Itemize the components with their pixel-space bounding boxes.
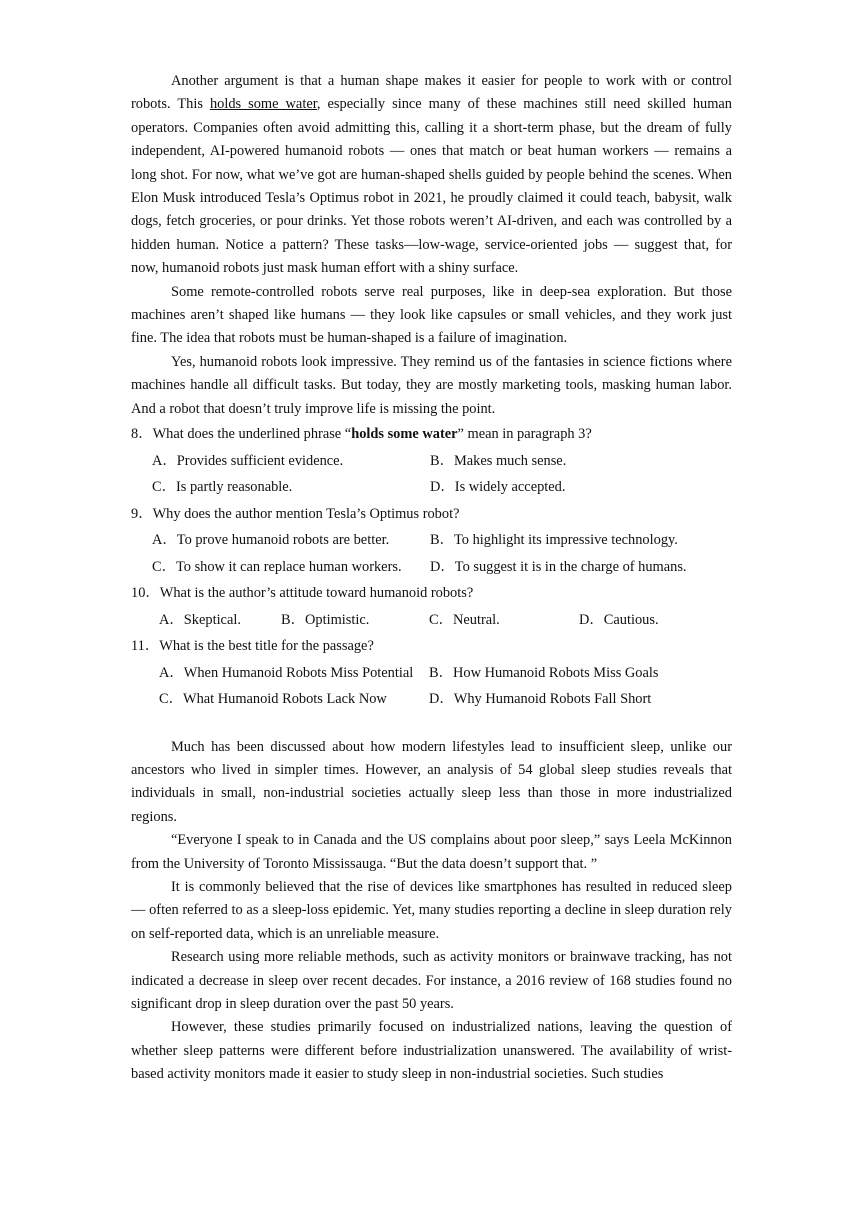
option-c[interactable]: C．Is partly reasonable. — [152, 479, 293, 496]
options-row — [131, 686, 732, 713]
option-c[interactable]: C．What Humanoid Robots Lack Now — [159, 691, 387, 708]
options-row — [131, 554, 732, 581]
text: ” mean in paragraph 3? — [457, 426, 592, 443]
text: , especially since many of these machines still need skilled human operators. Companies often avoid admitting this, calling it a short-term phase, but the dream of fully independent, AI-powered humanoid robots — ones that match or beat human workers — remains a long shot. For now, what we’ve got are human-shaped shells guided by people behind the scenes. When Elon Musk introduced Tesla’s Optimus robot in 2021, he proudly claimed it could teach, babysit, walk dogs, fetch groceries, or pour drinks. Yet those robots weren’t AI-driven, and each was controlled by a hidden human. Notice a pattern? These tasks—low-wage, service-oriented jobs — suggest that, for now, humanoid robots just mask human effort with a shiny surface. — [131, 96, 732, 277]
passage1-paragraph-1 — [131, 70, 732, 281]
option-c[interactable]: C．To show it can replace human workers. — [152, 558, 402, 575]
options-row — [131, 660, 732, 687]
option-b[interactable]: B．How Humanoid Robots Miss Goals — [429, 664, 659, 681]
document-page — [131, 70, 732, 1087]
option-c[interactable]: C．Neutral. — [429, 611, 500, 628]
option-b[interactable]: B．To highlight its impressive technology. — [430, 532, 678, 549]
question-9 — [131, 501, 732, 581]
option-d[interactable]: D．To suggest it is in the charge of humans. — [430, 558, 687, 575]
options-row — [131, 607, 732, 634]
option-d[interactable]: D．Is widely accepted. — [430, 479, 566, 496]
option-a[interactable]: A．When Humanoid Robots Miss Potential — [159, 664, 414, 681]
passage1-paragraph-2: Some remote-controlled robots serve real purposes, like in deep-sea exploration. But those machines aren’t shaped like humans — they look like capsules or small vehicles, and they work just fine. The idea that robots must be human-shaped is a failure of imagination. — [131, 283, 732, 347]
options-row — [131, 527, 732, 554]
underlined-phrase: holds some water — [209, 96, 317, 113]
question-stem: 9．Why does the author mention Tesla’s Optimus robot? — [131, 505, 460, 522]
option-b[interactable]: B．Makes much sense. — [430, 452, 567, 469]
question-stem: 10．What is the author’s attitude toward humanoid robots? — [131, 585, 474, 602]
passage2-paragraph-3: It is commonly believed that the rise of devices like smartphones has resulted in reduced sleep — often referred to as a sleep-loss epidemic. Yet, many studies reporting a decline in sleep duration rely on self-reported data, which is an unreliable measure. — [131, 879, 732, 942]
text: 8．What does the underlined phrase “ — [131, 426, 352, 443]
text: Another argument is that a human shape makes it easier for people to work with or control robots. This — [131, 73, 732, 113]
option-a[interactable]: A．Provides sufficient evidence. — [152, 452, 344, 469]
passage2-paragraph-5: However, these studies primarily focused on industrialized nations, leaving the question of whether sleep patterns were different before industrialization unanswered. The availability of wrist-based activity monitors made it easier to study sleep in non-industrial societies. Such studies — [131, 1019, 732, 1083]
option-a[interactable]: A．Skeptical. — [159, 611, 241, 628]
passage2-paragraph-2: “Everyone I speak to in Canada and the US complains about poor sleep,” says Leela McKinnon from the University of Toronto Mississauga. “But the data doesn’t support that. ” — [131, 832, 732, 872]
question-8 — [131, 421, 732, 501]
question-10 — [131, 580, 732, 633]
passage1-paragraph-3: Yes, humanoid robots look impressive. They remind us of the fantasies in science fictions where machines handle all difficult tasks. But today, they are mostly marketing tools, masking human labor. And a robot that doesn’t truly improve life is missing the point. — [131, 353, 732, 417]
bold-phrase: holds some water — [351, 426, 458, 443]
passage2-paragraph-4: Research using more reliable methods, such as activity monitors or brainwave tracking, has not indicated a decrease in sleep over recent decades. For instance, a 2016 review of 168 studies found no significant drop in sleep duration over the past 50 years. — [131, 949, 732, 1013]
options-row — [131, 448, 732, 475]
question-stem: 11．What is the best title for the passage? — [131, 638, 374, 655]
passage2-paragraph-1: Much has been discussed about how modern lifestyles lead to insufficient sleep, unlike our ancestors who lived in simpler times. However, an analysis of 54 global sleep studies reveals that individuals in small, non-industrial societies actually sleep less than those in more industrialized regions. — [131, 738, 732, 825]
options-row — [131, 474, 732, 501]
option-d[interactable]: D．Cautious. — [579, 611, 659, 628]
option-b[interactable]: B．Optimistic. — [281, 611, 370, 628]
option-a[interactable]: A．To prove humanoid robots are better. — [152, 532, 390, 549]
question-11 — [131, 633, 732, 713]
question-stem — [131, 421, 732, 448]
option-d[interactable]: D．Why Humanoid Robots Fall Short — [429, 691, 652, 708]
spacer — [131, 713, 732, 736]
